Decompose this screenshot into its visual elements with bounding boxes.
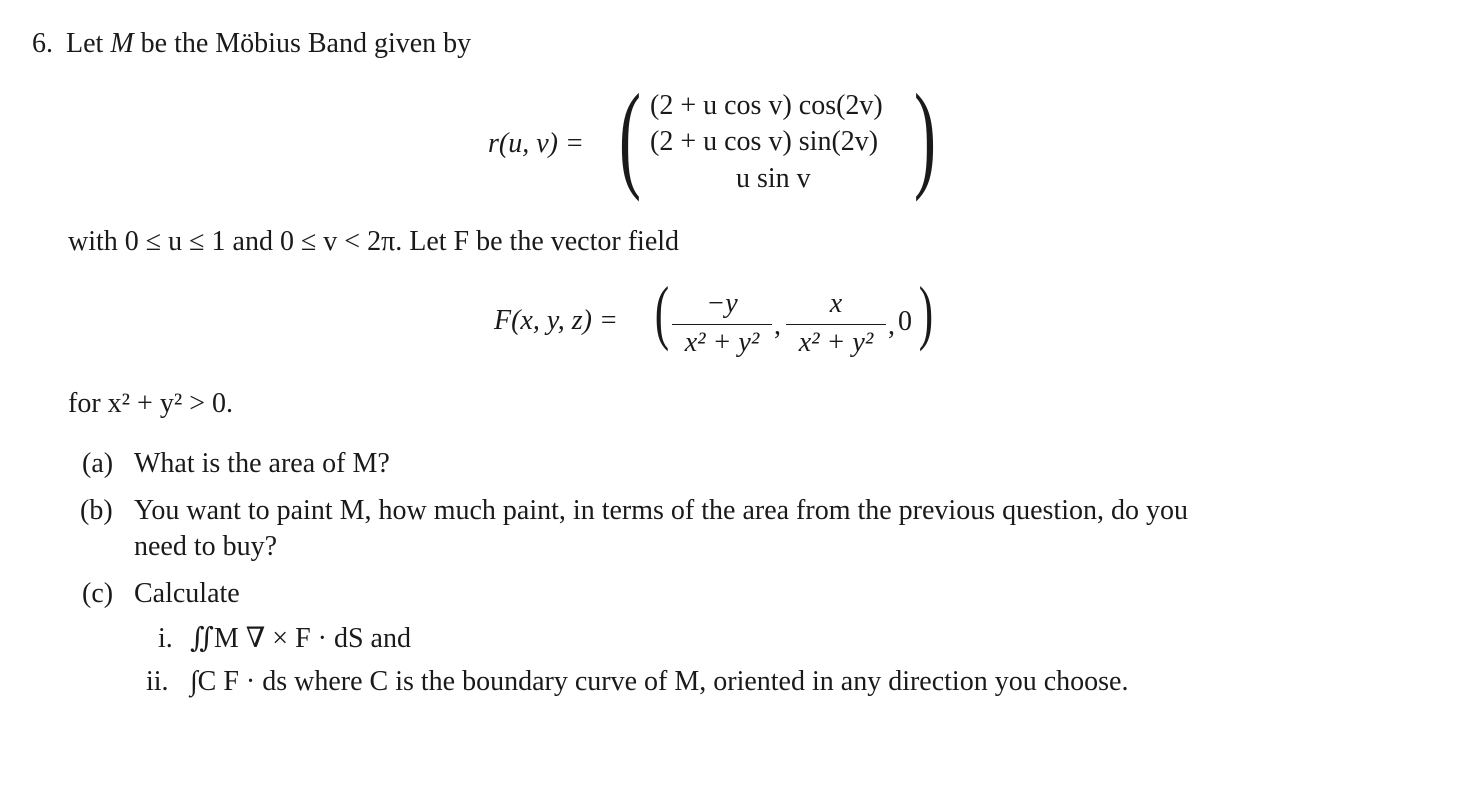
condition-text: for x² + y² > 0. bbox=[68, 388, 234, 419]
part-c-i-text: ∬M ∇ × F · dS and bbox=[190, 623, 411, 654]
field-left-paren: ( bbox=[654, 272, 670, 352]
part-c-i-label: i. bbox=[158, 623, 173, 654]
field-frac-2-num: x bbox=[786, 288, 886, 325]
problem-number: 6. bbox=[32, 28, 53, 59]
field-third-component: 0 bbox=[898, 306, 912, 337]
part-b-line-1: You want to paint M, how much paint, in terms of the area from the previous question, do you bbox=[134, 495, 1188, 526]
param-row-3: u sin v bbox=[736, 163, 811, 194]
field-right-paren: ) bbox=[918, 272, 934, 352]
field-frac-1 bbox=[672, 288, 772, 359]
problem-intro-m: M bbox=[110, 28, 134, 59]
part-c-ii-label: ii. bbox=[146, 666, 169, 697]
param-row-2: (2 + u cos v) sin(2v) bbox=[650, 126, 879, 157]
problem-intro-1: Let bbox=[66, 28, 111, 59]
part-a-label: (a) bbox=[82, 448, 114, 479]
field-frac-1-den: x² + y² bbox=[684, 327, 760, 358]
part-b-label: (b) bbox=[80, 495, 113, 526]
part-c-ii-text: ∫C F · ds where C is the boundary curve of M, oriented in any direction you choose. bbox=[190, 666, 1129, 697]
field-comma-2: , bbox=[888, 310, 895, 341]
part-b-line-2: need to buy? bbox=[134, 531, 278, 562]
param-lhs: r(u, v) = bbox=[488, 128, 584, 159]
field-frac-2 bbox=[786, 288, 886, 359]
part-a-text: What is the area of M? bbox=[134, 448, 390, 479]
param-right-paren: ) bbox=[913, 69, 936, 202]
part-c-text: Calculate bbox=[134, 578, 240, 609]
field-lhs: F(x, y, z) = bbox=[494, 305, 618, 336]
problem-intro-2: be the Möbius Band given by bbox=[133, 28, 472, 59]
domain-text: with 0 ≤ u ≤ 1 and 0 ≤ v < 2π. Let F be the vector field bbox=[68, 226, 680, 257]
field-frac-2-den: x² + y² bbox=[798, 327, 874, 358]
part-c-label: (c) bbox=[82, 578, 114, 609]
field-comma-1: , bbox=[774, 310, 781, 341]
problem-heading bbox=[32, 30, 471, 58]
param-left-paren: ( bbox=[618, 69, 641, 202]
field-frac-1-num: −y bbox=[672, 288, 772, 325]
param-row-1: (2 + u cos v) cos(2v) bbox=[650, 90, 883, 121]
